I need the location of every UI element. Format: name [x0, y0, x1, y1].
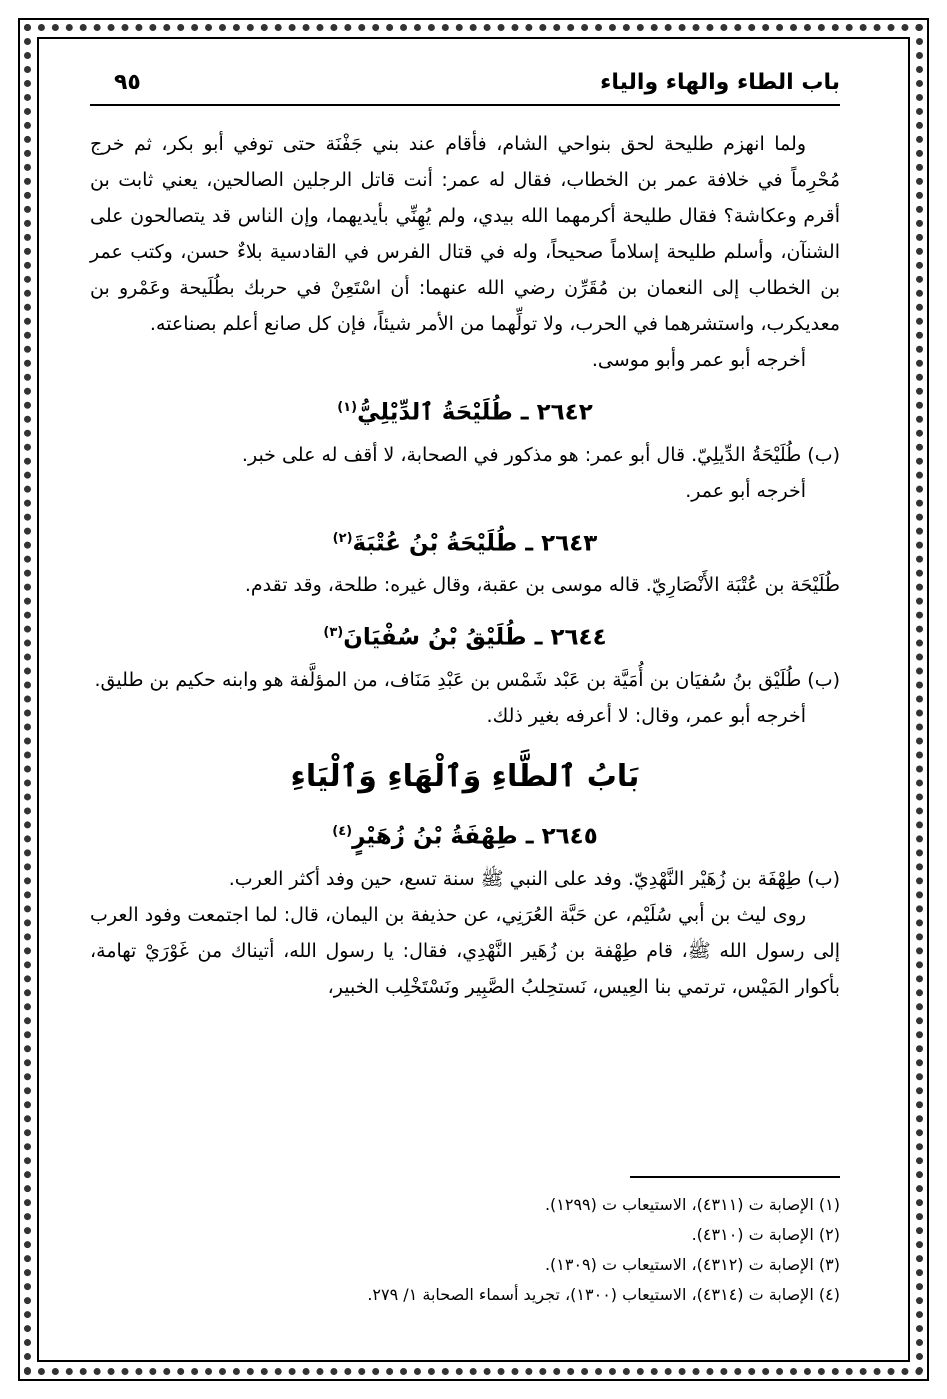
footnote-ref-3: (٣)	[323, 625, 344, 641]
entry-2642-source: أخرجه أبو عمر.	[685, 479, 806, 502]
footnote-ref-1: (١)	[337, 400, 358, 415]
entry-2645-name: ٢٦٤٥ ـ طِهْفَةُ بْنُ زُهَيْرٍ	[352, 823, 598, 850]
entry-2642-title	[90, 388, 840, 433]
header-title: باب الطاء والهاء والياء	[600, 70, 840, 95]
footnote-3: (٣) الإصابة ت (٤٣١٢)، الاستيعاب ت (١٣٠٩).	[544, 1255, 840, 1274]
entry-2645-text: (ب) طِهْفَة بن زُهَيْر النَّهْدِيّ. وفد على النبي ﷺ سنة تسع، حين وفد أكثر العرب.	[228, 867, 840, 890]
footnote-2: (٢) الإصابة ت (٤٣١٠).	[691, 1225, 840, 1244]
footnote-ref-2: (٢)	[332, 530, 353, 546]
entry-2644-name: ٢٦٤٤ ـ طُلَيْقُ بْنُ سُفْيَانَ	[343, 624, 607, 651]
page-number: ٩٥	[114, 70, 141, 95]
entry-2644-source: أخرجه أبو عمر، وقال: لا أعرفه بغير ذلك.	[486, 704, 806, 727]
footnote-divider	[630, 1176, 840, 1178]
main-text	[90, 126, 840, 1005]
entry-2645-narration: روى ليث بن أبي سُلَيْم، عن حَبَّة العُرَنِي، عن حذيفة بن اليمان، قال: لما اجتمعت وفود العرب إلى رسول الله ﷺ، قام طِهْفة بن زُهَير النَّهْدِي، فقال: يا رسول الله، أتيناك من غَوْرَيْ تهامة، بأكوار المَيْس، ترتمي بنا العِيس، نَستحِلبُ الصَّبِير ونَسْتَخْلِب الخبير،	[90, 903, 840, 998]
running-header	[90, 66, 840, 106]
entry-2642-text: (ب) طُلَيْحَةُ الدِّيلِيّ. قال أبو عمر: هو مذكور في الصحابة، لا أقف له على خبر.	[241, 443, 840, 466]
entry-2643-name: ٢٦٤٣ ـ طُلَيْحَةُ بْنُ عُتْبَةَ	[352, 530, 598, 557]
entry-2644-title	[90, 613, 840, 658]
section-title: بَابُ ٱلطَّاءِ وَٱلْهَاءِ وَٱلْيَاءِ	[290, 758, 640, 794]
entry-2644-text: (ب) طُلَيْق بنُ سُفيَان بن أُمَيَّة بن عَبْد شَمْس بن عَبْدِ مَنَاف، من المؤلَّفة هو وابنه حكيم بن طليق.	[94, 668, 840, 691]
footnotes	[90, 1176, 840, 1310]
footnote-1: (١) الإصابة ت (٤٣١١)، الاستيعاب ت (١٢٩٩).	[544, 1195, 840, 1214]
footnote-ref-4: (٤)	[332, 823, 353, 839]
entry-2642-name: ٢٦٤٢ ـ طُلَيْحَةُ ٱلدِّيْلِيُّ	[357, 399, 593, 426]
entry-2643-text: طُلَيْحَة بن عُتْبَة الأَنْصَارِيّ. قاله موسى بن عقبة، وقال غيره: طلحة، وقد تقدم.	[244, 574, 840, 597]
entry-2645-title	[90, 812, 840, 857]
book-page	[90, 66, 840, 1336]
footnote-4: (٤) الإصابة ت (٤٣١٤)، الاستيعاب (١٣٠٠)، تجريد أسماء الصحابة ١/ ٢٧٩.	[367, 1285, 840, 1304]
entry-2643-title	[90, 519, 840, 564]
source-note: أخرجه أبو عمر وأبو موسى.	[591, 349, 806, 371]
paragraph-talha-story: ولما انهزم طليحة لحق بنواحي الشام، فأقام عند بني جَفْنَة حتى توفي أبو بكر، ثم خرج مُحْرِماً في خلافة عمر بن الخطاب، فقال له عمر: أنت قاتل الرجلين الصالحين، يعني ثابت بن أقرم وعكاشة؟ فقال طليحة أكرمهما الله بيدي، ولم يُهِنِّي بأيديهما، وإن الناس قد يتصالحون على الشنآن، وأسلم طليحة إسلاماً صحيحاً، وله في قتال الفرس في القادسية بلاءٌ حسن، وكتب عمر بن الخطاب إلى النعمان بن مُقَرِّن رضي الله عنهما: أن اسْتَعِنْ في حربك بطُلَيحة وعَمْرو بن معديكرب، واستشرهما في الحرب، ولا تولِّهما من الأمر شيئاً، فإن كل صانع أعلم بصناعته.	[90, 133, 840, 335]
